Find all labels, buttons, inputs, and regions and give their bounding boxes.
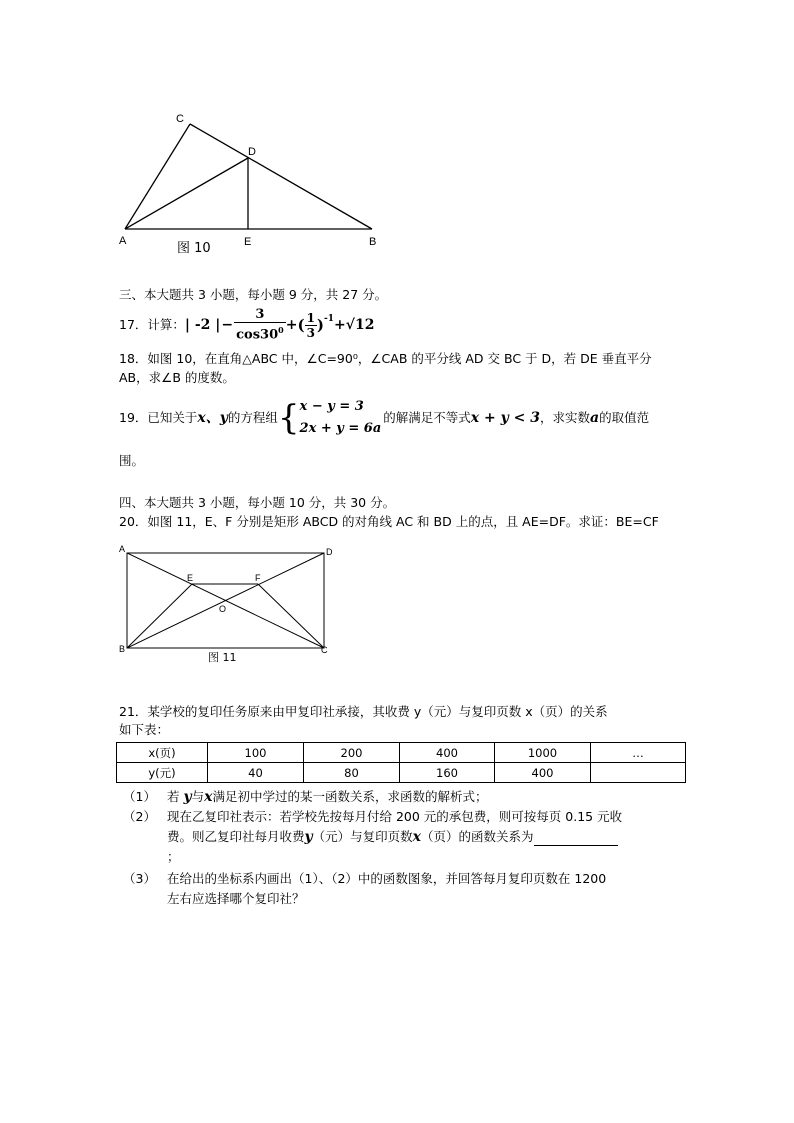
q17-abs: | -2 | [184, 317, 221, 333]
q17-exponent: -1 [324, 314, 335, 324]
q19-prefix: 19．已知关于 [119, 410, 198, 425]
q19-mid: 的方程组 [227, 410, 278, 425]
table-cell: 400 [400, 743, 495, 763]
label-e: E [244, 236, 252, 248]
q19-suffix2: ，求实数 [539, 410, 590, 425]
sub-question-3-line-1: 在给出的坐标系内画出（1）、（2）中的函数图象，并回答每月复印页数在 1200 [167, 871, 607, 886]
sub-question-3-line-2: 左右应选择哪个复印社？ [167, 891, 305, 906]
label-b: B [369, 236, 377, 248]
table-row [117, 763, 686, 783]
table-cell: … [591, 743, 686, 763]
sub2-l2a: 费。则乙复印社每月收费 [167, 829, 305, 844]
sub1-b: 与 [191, 789, 205, 804]
table-cell: 200 [304, 743, 400, 763]
sub2-y: y [304, 829, 313, 845]
sub-question-2-line-1: 现在乙复印社表示：若学校先按每月付给 200 元的承包费，则可按每页 0.15 元收 [167, 809, 623, 824]
sub1-a: 若 [167, 789, 180, 804]
sub2-x: x [412, 829, 422, 845]
label-f: F [255, 573, 261, 583]
q17-paren-close: ) [316, 316, 325, 334]
question-20: 20．如图 11，E、F 分别是矩形 ABCD 的对角线 AC 和 BD 上的点，且 AE=DF。求证：BE=CF [119, 514, 659, 529]
q17-degree: 0 [278, 324, 284, 335]
segment-be [127, 584, 192, 648]
sub-question-3-number: （3） [123, 871, 156, 886]
q19-suffix1: 的解满足不等式 [383, 410, 471, 425]
label-e: E [187, 573, 194, 583]
sub-question-2-line-3: ； [167, 849, 180, 864]
segment-ad [125, 158, 248, 229]
q17-frac2-num: 1 [306, 310, 315, 325]
side-ac [125, 124, 190, 229]
q17-frac-num: 3 [234, 308, 286, 323]
question-21-line-2: 如下表： [119, 722, 170, 737]
q19-system [300, 396, 382, 440]
pricing-table [116, 742, 686, 783]
q19-var-a: a [589, 410, 600, 426]
label-c: C [321, 645, 328, 655]
q17-fraction-2 [305, 311, 317, 340]
q19-brace: { [277, 398, 300, 438]
table-cell: 100 [208, 743, 304, 763]
q19-eq1: x − y = 3 [299, 399, 364, 414]
q17-frac2-den: 3 [306, 325, 315, 340]
label-a: A [119, 235, 127, 247]
table-cell: 400 [495, 763, 591, 783]
figure-10-caption: 图 10 [177, 241, 211, 256]
q19-eq2: 2x + y = 6a [299, 421, 382, 436]
table-cell: 1000 [495, 743, 591, 763]
section-3-heading: 三、本大题共 3 小题，每小题 9 分，共 27 分。 [119, 287, 388, 302]
label-o: O [219, 604, 227, 614]
sub1-c: 满足初中学过的某一函数关系，求函数的解析式； [212, 789, 488, 804]
label-d: D [248, 146, 256, 158]
q19-vars: x、y [197, 410, 228, 426]
q19-inequality: x + y < 3 [470, 410, 540, 426]
q17-frac-den-wrap [234, 323, 286, 342]
sub2-l2b: （元）与复印页数 [312, 829, 413, 844]
label-b: B [119, 644, 126, 654]
table-cell: 40 [208, 763, 304, 783]
question-21-line-1: 21．某学校的复印任务原来由甲复印社承接，其收费 y（元）与复印页数 x（页）的关系 [119, 704, 608, 719]
table-cell: 80 [304, 763, 400, 783]
question-19 [119, 394, 649, 442]
q17-fraction [234, 308, 286, 342]
sub-question-1 [167, 788, 488, 806]
table-cell [591, 763, 686, 783]
q19-suffix3: 的取值范 [599, 410, 650, 425]
sub1-y: y [183, 789, 192, 805]
side-cb [190, 124, 372, 229]
table-cell: y(元) [117, 763, 208, 783]
figure-11 [115, 541, 337, 667]
sub-question-2-number: （2） [123, 809, 156, 824]
question-18-line-2: AB，求∠B 的度数。 [119, 370, 235, 385]
answer-blank[interactable] [534, 833, 618, 846]
q17-frac-den: cos30 [236, 327, 279, 343]
label-a: A [119, 544, 126, 554]
q17-plus1: + [285, 317, 298, 333]
sub-question-1-number: （1） [123, 789, 156, 804]
sub-question-2-line-2 [167, 828, 618, 846]
label-c: C [176, 113, 184, 125]
figure-10 [110, 108, 400, 260]
q17-sqrt: √12 [345, 317, 375, 333]
table-row [117, 743, 686, 763]
question-18-line-1: 18．如图 10，在直角△ABC 中，∠C=90⁰，∠CAB 的平分线 AD 交 BC 于 D，若 DE 垂直平分 [119, 351, 652, 366]
figure-11-caption: 图 11 [208, 651, 237, 664]
sub2-l2c: （页）的函数关系为 [421, 829, 534, 844]
sub1-x: x [204, 789, 213, 805]
table-cell: 160 [400, 763, 495, 783]
question-17 [119, 305, 374, 345]
question-19-line-2: 围。 [119, 453, 145, 468]
section-4-heading: 四、本大题共 3 小题，每小题 10 分，共 30 分。 [119, 495, 396, 510]
table-cell: x(页) [117, 743, 208, 763]
segment-cf [258, 584, 324, 648]
q17-paren-open: ( [297, 316, 305, 334]
q17-plus2: + [334, 317, 346, 333]
q17-prefix: 17．计算： [119, 317, 185, 332]
label-d: D [326, 547, 333, 557]
q17-minus: − [221, 317, 234, 333]
